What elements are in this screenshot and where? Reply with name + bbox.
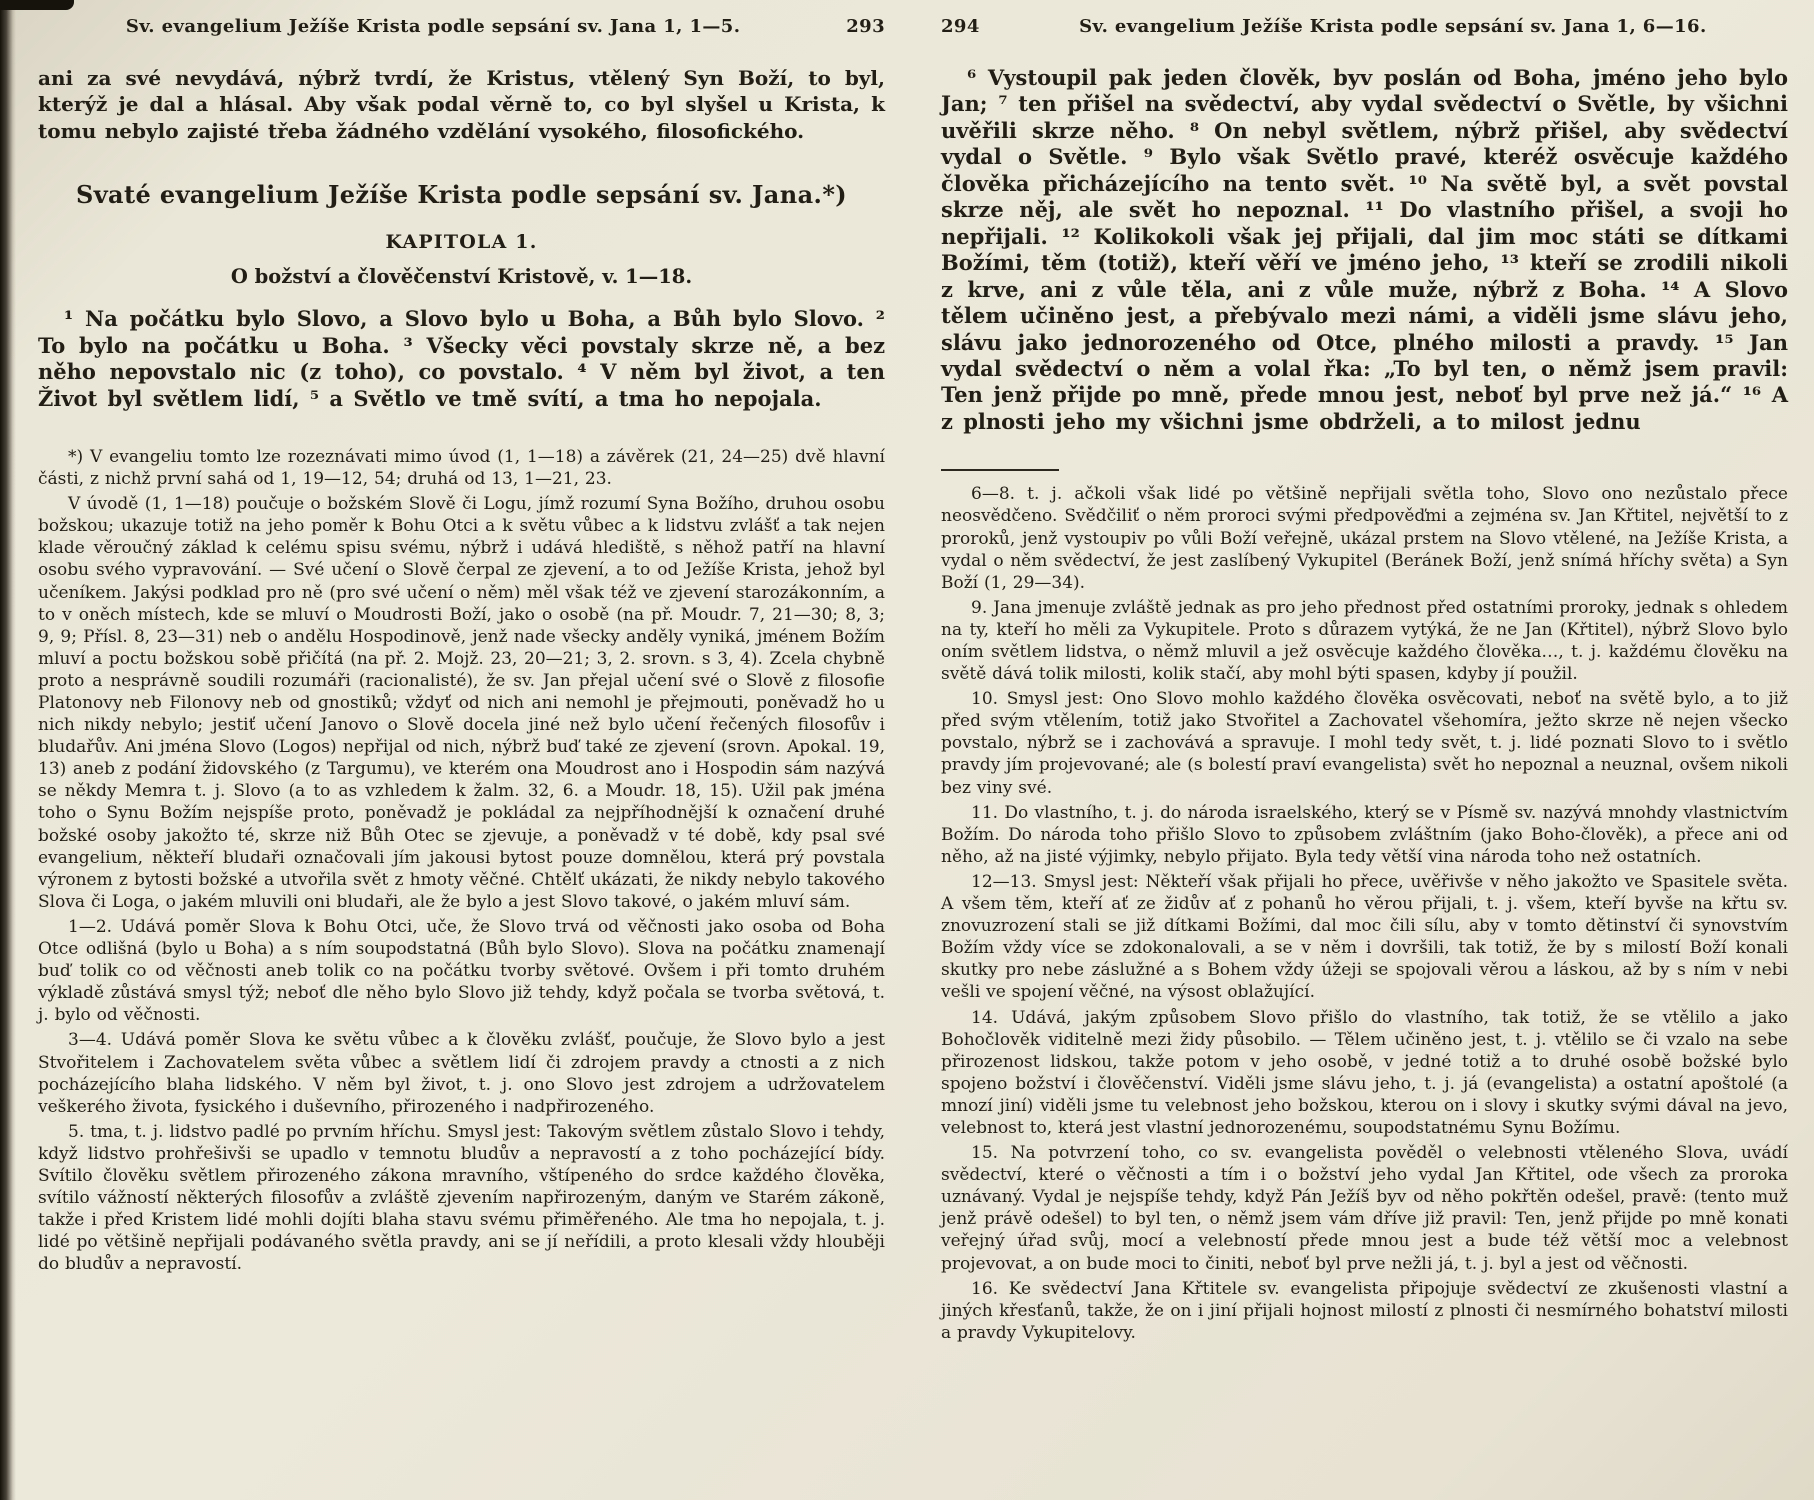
footnote-paragraph: 12—13. Smysl jest: Někteří však přijali ho přece, uvěřivše v něho jakožto ve Spasitele světa. A všem těm, kteří ať ze židův ať z pohanů ho věrou přijali, t. j. všem, kteří byvše na křtu sv. znovuzrození stali se již dítkami Božími, dal moc čili sílu, aby v tomto dětinství či synovstvím Božím vždy více se zdokonalovali, a se v něm i dovršili, tak totiž, že by s milostí Boží konali skutky pro nebe záslužné a s Bohem vždy úžeji se spojovali věrou a láskou, až by s ním v nebi vešli ve spojení věčné, na výsost oblažující. (941, 871, 1788, 1003)
main-title: Svaté evangelium Ježíše Krista podle sepsání sv. Jana.*) (75, 180, 848, 210)
page-left (38, 16, 885, 1500)
verse-text-right: ⁶ Vystoupil pak jeden člověk, byv poslán od Boha, jméno jeho bylo Jan; ⁷ ten přišel na svědectví, aby vydal svědectví o Světle, by všichni uvěřili skrze něho. ⁸ On nebyl světlem, nýbrž přišel, aby svědectví vydal o Světle. ⁹ Bylo však Světlo pravé, kteréž osvěcuje každého člověka přicházejícího na tento svět. ¹⁰ Na světě byl, a svět povstal skrze něj, ale svět ho nepoznal. ¹¹ Do vlastního přišel, a svoji ho nepřijali. ¹² Kolikokoli však jej přijali, dal jim moc státi se dítkami Božími, těm (totiž), kteří věří ve jméno jeho, ¹³ kteří se zrodili nikoli z krve, ani z vůle těla, ani z vůle muže, nýbrž z Boha. ¹⁴ A Slovo tělem učiněno jest, a přebývalo mezi námi, a viděli jsme slávu jeho, slávu jako jednorozeného od Otce, plného milosti a pravdy. ¹⁵ Jan vydal svědectví o něm a volal řka: „To byl ten, o němž jsem pravil: Ten jenž přijde po mně, přede mnou jest, neboť byl prve než já.“ ¹⁶ A z plnosti jeho my všichni jsme obdrželi, a to milost jednu (941, 65, 1788, 434)
footnote-paragraph: 16. Ke svědectví Jana Křtitele sv. evangelista připojuje svědectví ze zkušenosti vlastní a jiných křesťanů, takže, že on i jiní přijali hojnost milostí z plnosti či nesmírného bohatství milosti a pravdy Vykupitelovy. (941, 1278, 1788, 1343)
footnote-paragraph: V úvodě (1, 1—18) poučuje o božském Slově či Logu, jímž rozumí Syna Božího, druhou osobu božskou; ukazuje totiž na jeho poměr k Bohu Otci a k světu vůbec a k lidstvu zvlášť a tak nejen klade věroučný základ k celému spisu svému, nýbrž i udává hlediště, s něhož patří na hlavní osobu svého vypravování. — Své učení o Slově čerpal ze zjevení, a to od Ježíše Krista, jehož byl učeníkem. Jakýsi podklad pro ně (pro své učení o něm) měl však též ve zjevení starozákonním, a to v oněch místech, kde se mluví o Moudrosti Boží, jako o osobě (na př. Moudr. 7, 21—30; 8, 3; 9, 9; Přísl. 8, 23—31) neb o andělu Hospodinově, jenž nade všecky anděly vyniká, jménem Božím mluví a poctu božskou sobě přičítá (na př. 2. Mojž. 23, 20—21; 3, 2. srovn. s 3, 4). Zcela chybně proto a nesprávně soudili rozumáři (racionalisté), že sv. Jan přejal učení své o Slově z filosofie Platonovy neb Filonovy neb od gnostiků; vždyť od nich ani nemohl je přejmouti, poněvadž ho u nich nikdy nebylo; jestiť učení Janovo o Slově docela jiné než bylo učení řečených filosofův i bludařův. Ani jména Slovo (Logos) nepřijal od nich, nýbrž buď také ze zjevení (srovn. Apokal. 19, 13) aneb z podání židovského (z Targumu), ve kterém ona Moudrost ano i Hospodin sám nazývá se někdy Memra t. j. Slovo (a to as vzhledem k žalm. 32, 6. a Moudr. 18, 15). Užil pak jména toho o Synu Božím nejspíše proto, poněvadž je pokládal za nejpříhodnější k označení druhé božské osoby jakožto té, skrze niž Bůh Otec se zjevuje, a poněvadž v té době, kdy psal své evangelium, někteří bludaři označovali jím jakousi bytost pouze domnělou, která prý povstala výronem z bytosti božské a utvořila svět z hmoty věčné. Chtělť ukázati, že nikdy nebylo takového Slova či Loga, o jakém mluvili oni bludaři, ale že bylo a jest Slovo takové, o jakém mluví sám. (38, 494, 885, 912)
page-number-right: 294 (941, 16, 980, 37)
footnote-paragraph: 10. Smysl jest: Ono Slovo mohlo každého člověka osvěcovati, neboť na světě bylo, a to již před svým vtělením, totiž jako Stvořitel a Zachovatel všehomíra, ježto skrze ně nejen všecko povstalo, nýbrž se i zachovává a spravuje. I mohl tedy svět, t. j. lidé poznati Slovo to i světlo pravdy jím projevované; ale (s bolestí praví evangelista) svět ho nepoznal a neuznal, ovšem nikoli bez viny své. (941, 689, 1788, 798)
footnote-paragraph: 3—4. Udává poměr Slova ke světu vůbec a k člověku zvlášť, poučuje, že Slovo bylo a jest Stvořitelem i Zachovatelem světa vůbec a světlem lidí či zdrojem pravdy a ctnosti a z nich pocházejícího blaha lidského. V něm byl život, t. j. ono Slovo jest zdrojem a udržovatelem veškerého života, fysického i duševního, přirozeného i nadpřirozeného. (38, 1030, 885, 1117)
chapter-heading: KAPITOLA 1. (385, 231, 538, 254)
footnote-paragraph: 9. Jana jmenuje zvláště jednak as pro jeho přednost před ostatními proroky, jednak s ohledem na ty, kteří ho měli za Vykupitele. Proto s důrazem vytýká, že ne Jan (Křtitel), nýbrž Slovo bylo oním světlem lidstva, o němž mluvil a jež osvěcuje každého člověka…, t. j. každému člověku na světě dává tolik milosti, kolik stačí, aby mohl býti spasen, kdyby jí použil. (941, 597, 1788, 685)
footnote-paragraph: 6—8. t. j. ačkoli však lidé po většině nepřijali světla toho, Slovo ono nezůstalo přece neosvědčeno. Svědčiliť o něm proroci svými předpověďmi a zejména sv. Jan Křtitel, největší to z proroků, jenž vystoupiv po vůli Boží veřejně, ukázal prstem na Slovo vtělené, na Ježíše Krista, a vydal o něm svědectví, že jest zaslíbený Vykupitel (Beránek Boží, jenž snímá hříchy světa) a Syn Boží (1, 29—34). (941, 484, 1788, 593)
footnote-paragraph: 1—2. Udává poměr Slova k Bohu Otci, uče, že Slovo trvá od věčnosti jako osoba od Boha Otce odlišná (bylo u Boha) a s ním soupodstatná (Bůh bylo Slovo). Slova na počátku znamenají buď tolik co od věčnosti aneb tolik co na počátku tvorby světové. Ovšem i při tomto druhém výkladě zůstává smysl týž; neboť dle něho bylo Slovo již tehdy, když počala se tvorba světová, t. j. bylo od věčnosti. (38, 916, 885, 1026)
page-number-left: 293 (846, 16, 885, 37)
footnote-paragraph: 14. Udává, jakým způsobem Slovo přišlo do vlastního, tak totiž, že se vtělilo a jako Bohočlověk viditelně mezi židy působilo. — Tělem učiněno jest, t. j. vtělilo se či vzalo na sebe přirozenost lidskou, takže potom v jeho osobě, v jedné totiž a to druhé osobě božské bylo spojeno božství i člověčenství. Viděli jsme slávu jeho, t. j. já (evangelista) a ostatní apoštolé (a mnozí jiní) viděli jsme tu velebnost jeho božskou, kterou on i slovy i skutky svými dával na jevo, velebnost to, která jest vlastní jednorozenému, soupodstatnému Synu Božímu. (941, 1007, 1788, 1138)
running-header-right (941, 16, 1788, 37)
running-header-title-left: Sv. evangelium Ježíše Krista podle sepsání sv. Jana 1, 1—5. (125, 16, 741, 37)
footnote-paragraph: 5. tma, t. j. lidstvo padlé po prvním hříchu. Smysl jest: Takovým světlem zůstalo Slovo i tehdy, když lidstvo prohřešivši se upadlo v temnotu bludův a nepravostí a z toho pocházející bídy. Svítilo člověku světlem přirozeného zákona mravního, vštípeného do srdce každého člověka, svítilo vážností některých filosofův a zvláště zjevením napřirozeným, daným ve Starém zákoně, takže i před Kristem lidé mohli dojíti blaha stavu svému přiměřeného. Ale tma ho nepojala, t. j. lidé po většině nepřijali podávaného světla pravdy, ani se jí neřídili, a proto klesali vždy hlouběji do bludův a nepravostí. (38, 1121, 885, 1275)
running-header-title-right: Sv. evangelium Ježíše Krista podle sepsání sv. Jana 1, 6—16. (1079, 16, 1707, 37)
page-right (941, 16, 1788, 1500)
footnotes-right (941, 483, 1788, 1344)
footnotes-left (38, 446, 885, 1275)
footnote-paragraph: *) V evangeliu tomto lze rozeznávati mimo úvod (1, 1—18) a závěrek (21, 24—25) dvě hlavní části, z nichž první sahá od 1, 19—12, 54; druhá od 13, 1—21, 23. (38, 446, 885, 490)
footnote-paragraph: 11. Do vlastního, t. j. do národa israelského, který se v Písmě sv. nazývá mnohdy vlastnictvím Božím. Do národa toho přišlo Slovo to způsobem zvláštním (jako Boho-člověk), a přece ani od něho, až na jisté výjimky, nebylo přijato. Byla tedy větší vina národa toho než ostatních. (941, 802, 1788, 867)
section-subtitle: O božství a člověčenství Kristově, v. 1—18. (230, 265, 693, 289)
running-header-left (38, 16, 885, 37)
footnote-separator (941, 469, 1059, 471)
footnote-paragraph: 15. Na potvrzení toho, co sv. evangelista pověděl o velebnosti vtěleného Slova, uvádí svědectví, které o věčnosti a tím i o božství jeho vydal Jan Křtitel, ode všech za proroka uznávaný. Vydal je nejspíše tehdy, když Pán Ježíš byv od něho pokřtěn odešel, pravě: (tento muž jenž právě odešel) to byl ten, o němž jsem vám dříve již pravil: Ten, jenž přijde po mně konati veřejný úřad svůj, mocí a velebností přede mnou jest a bude též větší moc a velebnost projevovat, a on bude moci to činiti, neboť byl prve nežli já, t. j. byl a jest od věčnosti. (941, 1143, 1788, 1274)
verse-text-left: ¹ Na počátku bylo Slovo, a Slovo bylo u Boha, a Bůh bylo Slovo. ² To bylo na počátku u Boha. ³ Všecky věci povstaly skrze ně, a bez něho nepovstalo nic (z toho), co povstalo. ⁴ V něm byl život, a ten Život byl světlem lidí, ⁵ a Světlo ve tmě svítí, a tma ho nepojala. (38, 306, 885, 411)
intro-paragraph: ani za své nevydává, nýbrž tvrdí, že Kristus, vtělený Syn Boží, to byl, kterýž je dal a hlásal. Aby však podal věrně to, co byl slyšel u Krista, k tomu nebylo zajisté třeba žádného vzdělání vysokého, filosofického. (38, 66, 885, 143)
